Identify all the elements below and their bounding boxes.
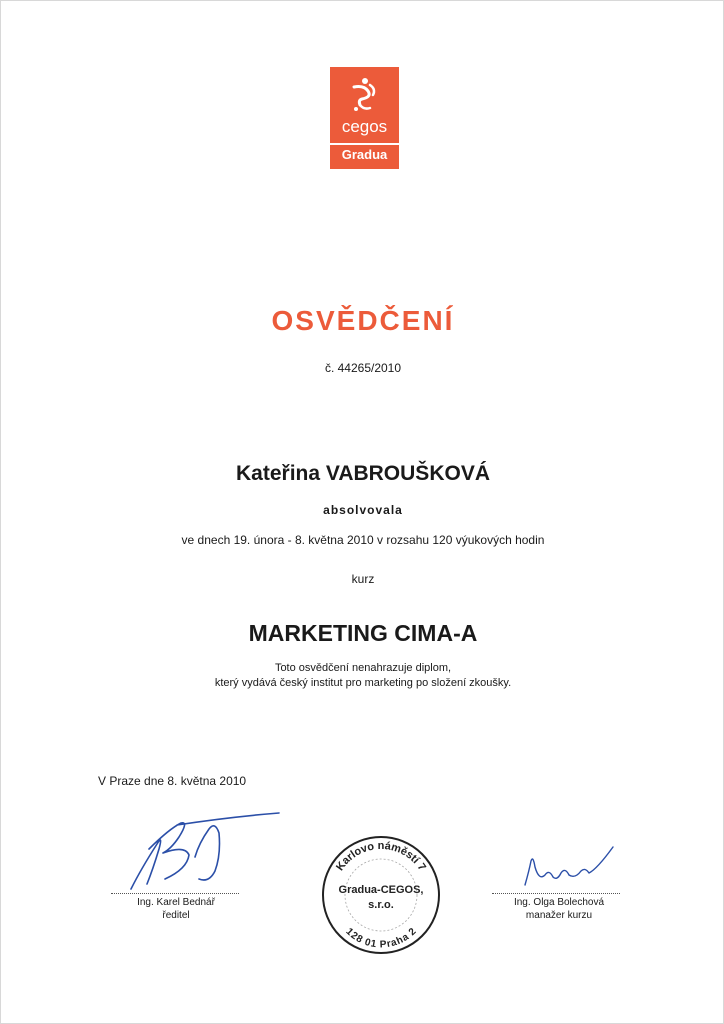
- stamp-bottom-arc: 128 01 Praha 2: [343, 926, 419, 951]
- director-name: Ing. Karel Bednář: [137, 897, 215, 908]
- director-signature: [129, 809, 289, 894]
- certificate-number: č. 44265/2010: [324, 361, 402, 375]
- signature-line-right: [492, 893, 620, 894]
- logo-sub-band: [330, 143, 399, 165]
- manager-signature: [519, 841, 619, 891]
- cegos-figure-icon: [346, 75, 384, 115]
- place-date: V Praze dne 8. května 2010: [98, 774, 247, 788]
- course-title: MARKETING CIMA-A: [248, 620, 478, 646]
- director-role: ředitel: [162, 910, 190, 921]
- logo-sub: Gradua: [341, 147, 388, 162]
- recipient-name: Kateřina VABROUŠKOVÁ: [236, 462, 490, 485]
- logo-brand: cegos: [341, 117, 388, 136]
- manager-name: Ing. Olga Bolechová: [513, 897, 605, 908]
- stamp-top-arc: Karlovo náměstí 7: [334, 840, 429, 874]
- completed-label: absolvovala: [323, 503, 403, 517]
- signature-line-left: [111, 893, 239, 894]
- stamp-line-2: s.r.o.: [368, 899, 394, 911]
- manager-role: manažer kurzu: [525, 910, 593, 921]
- note-line-1: Toto osvědčení nenahrazuje diplom,: [274, 662, 452, 674]
- course-label: kurz: [351, 572, 375, 586]
- cegos-gradua-logo: [330, 67, 399, 169]
- course-dates: ve dnech 19. února - 8. května 2010 v rozsahu 120 výukových hodin: [181, 533, 545, 547]
- company-stamp: [319, 833, 443, 957]
- stamp-line-1: Gradua-CEGOS,: [338, 884, 424, 896]
- certificate-title: OSVĚDČENÍ: [271, 305, 455, 336]
- note-line-2: který vydává český institut pro marketing po složení zkoušky.: [214, 677, 512, 689]
